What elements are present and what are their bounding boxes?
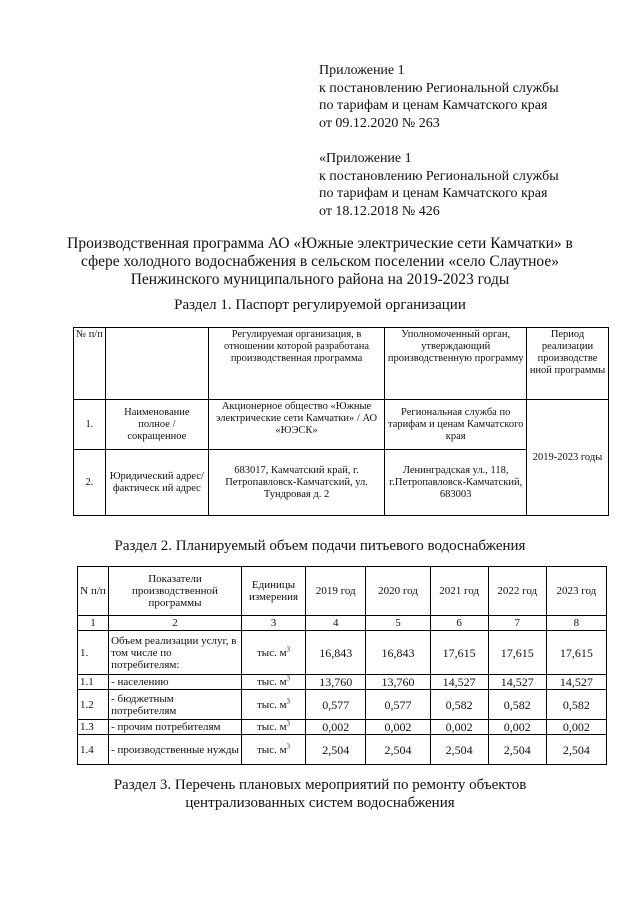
row-number: 2. [74, 450, 106, 516]
appendix-line: «Приложение 1 [319, 151, 412, 166]
header-cell: 2021 год [430, 567, 488, 616]
header-cell: 2019 год [306, 567, 366, 616]
col-number: 4 [306, 616, 366, 631]
title-line: Производственная программа АО «Южные электрические сети Камчатки» в [67, 235, 573, 252]
appendix-header-current [319, 62, 619, 132]
table-row [74, 400, 609, 450]
header-cell: N п/п [78, 567, 109, 616]
appendix-line: по тарифам и ценам Камчатского края [319, 186, 548, 201]
value-cell: 0,002 [430, 720, 488, 735]
section3-line: централизованных систем водоснабжения [185, 795, 455, 811]
col-number: 2 [109, 616, 242, 631]
value-cell: 16,843 [306, 631, 366, 675]
value-cell: 2,504 [366, 735, 430, 765]
column-number-row [78, 616, 607, 631]
org-cell: Акционерное общество «Южные электрические сети Камчатки» / АО «ЮЭСК» [208, 400, 385, 450]
authority-cell: Ленинградская ул., 118, г.Петропавловск-Камчатский, 683003 [385, 450, 527, 516]
unit-superscript: 3 [286, 644, 291, 653]
value-cell: 0,582 [488, 690, 546, 720]
value-cell: 0,582 [546, 690, 606, 720]
appendix-line: Приложение 1 [319, 63, 405, 78]
unit-cell [241, 631, 305, 675]
value-cell: 13,760 [306, 675, 366, 690]
row-number: 1.4 [78, 735, 109, 765]
row-label: Наименование полное / сокращенное [105, 400, 208, 450]
value-cell: 0,577 [306, 690, 366, 720]
appendix-header-original [319, 150, 619, 220]
table-header-row [78, 567, 607, 616]
value-cell: 0,577 [366, 690, 430, 720]
section2-title: Раздел 2. Планируемый объем подачи питьевого водоснабжения [114, 538, 526, 554]
appendix-line: по тарифам и ценам Камчатского края [319, 98, 548, 113]
table-row [78, 631, 607, 675]
header-cell: 2023 год [546, 567, 606, 616]
section3-line: Раздел 3. Перечень плановых мероприятий по ремонту объектов [113, 777, 527, 793]
supply-volume-table [77, 566, 607, 765]
appendix-line: к постановлению Региональной службы [319, 168, 559, 184]
header-cell: Уполномоченный орган, утверждающий производственную программу [385, 328, 527, 400]
section1-title: Раздел 1. Паспорт регулируемой организации [174, 297, 466, 313]
unit-text: тыс. м [257, 646, 287, 659]
col-number: 5 [366, 616, 430, 631]
value-cell: 17,615 [430, 631, 488, 675]
value-cell: 13,760 [366, 675, 430, 690]
row-label: - бюджетным потребителям [109, 690, 242, 720]
row-label: - прочим потребителям [109, 720, 242, 735]
unit-cell [241, 690, 305, 720]
unit-superscript: 3 [286, 719, 291, 728]
value-cell: 2,504 [430, 735, 488, 765]
header-cell: Регулируемая организация, в отношении которой разработана производственная программа [208, 328, 385, 400]
value-cell: 16,843 [366, 631, 430, 675]
row-label: Юридический адрес/фактическ ий адрес [105, 450, 208, 516]
value-cell: 0,582 [430, 690, 488, 720]
value-cell: 2,504 [546, 735, 606, 765]
row-number: 1.2 [78, 690, 109, 720]
unit-text: тыс. м [257, 743, 287, 756]
org-cell: 683017, Камчатский край, г. Петропавловск-Камчатский, ул. Тундровая д. 2 [208, 450, 385, 516]
section3-title [40, 776, 600, 812]
value-cell: 0,002 [306, 720, 366, 735]
unit-cell [241, 735, 305, 765]
value-cell: 14,527 [430, 675, 488, 690]
header-cell: Единицы измерения [241, 567, 305, 616]
period-cell: 2019-2023 годы [527, 400, 609, 516]
unit-superscript: 3 [286, 696, 291, 705]
row-number: 1. [74, 400, 106, 450]
header-cell [105, 328, 208, 400]
row-number: 1.1 [78, 675, 109, 690]
value-cell: 17,615 [488, 631, 546, 675]
appendix-line: к постановлению Региональной службы [319, 80, 559, 96]
table-row [78, 735, 607, 765]
unit-text: тыс. м [257, 698, 287, 711]
value-cell: 14,527 [488, 675, 546, 690]
table-header-row [74, 328, 609, 400]
title-line: Пенжинского муниципального района на 2019-2023 годы [130, 271, 510, 288]
header-cell: Показатели производственной программы [109, 567, 242, 616]
unit-cell [241, 720, 305, 735]
header-cell: 2022 год [488, 567, 546, 616]
row-label: Объем реализации услуг, в том числе по потребителям: [109, 631, 242, 675]
unit-superscript: 3 [286, 674, 291, 683]
row-number: 1. [78, 631, 109, 675]
table-row [78, 690, 607, 720]
header-cell: № п/п [74, 328, 106, 400]
row-label: - населению [109, 675, 242, 690]
header-cell: 2020 год [366, 567, 430, 616]
authority-cell: Региональная служба по тарифам и ценам Камчатского края [385, 400, 527, 450]
value-cell: 2,504 [488, 735, 546, 765]
row-label: - производственные нужды [109, 735, 242, 765]
value-cell: 0,002 [546, 720, 606, 735]
col-number: 1 [78, 616, 109, 631]
unit-superscript: 3 [286, 741, 291, 750]
col-number: 3 [241, 616, 305, 631]
passport-table [73, 327, 609, 516]
value-cell: 17,615 [546, 631, 606, 675]
value-cell: 14,527 [546, 675, 606, 690]
unit-text: тыс. м [257, 721, 287, 733]
appendix-line: от 18.12.2018 № 426 [319, 203, 440, 219]
table-row [78, 675, 607, 690]
table-row [78, 720, 607, 735]
unit-text: тыс. м [257, 676, 287, 688]
unit-cell [241, 675, 305, 690]
col-number: 7 [488, 616, 546, 631]
col-number: 8 [546, 616, 606, 631]
value-cell: 0,002 [366, 720, 430, 735]
col-number: 6 [430, 616, 488, 631]
value-cell: 2,504 [306, 735, 366, 765]
row-number: 1.3 [78, 720, 109, 735]
header-cell: Период реализации производстве нной программы [527, 328, 609, 400]
appendix-line: от 09.12.2020 № 263 [319, 115, 440, 131]
value-cell: 0,002 [488, 720, 546, 735]
document-title [40, 235, 600, 289]
title-line: сфере холодного водоснабжения в сельском поселении «село Слаутное» [81, 253, 559, 270]
